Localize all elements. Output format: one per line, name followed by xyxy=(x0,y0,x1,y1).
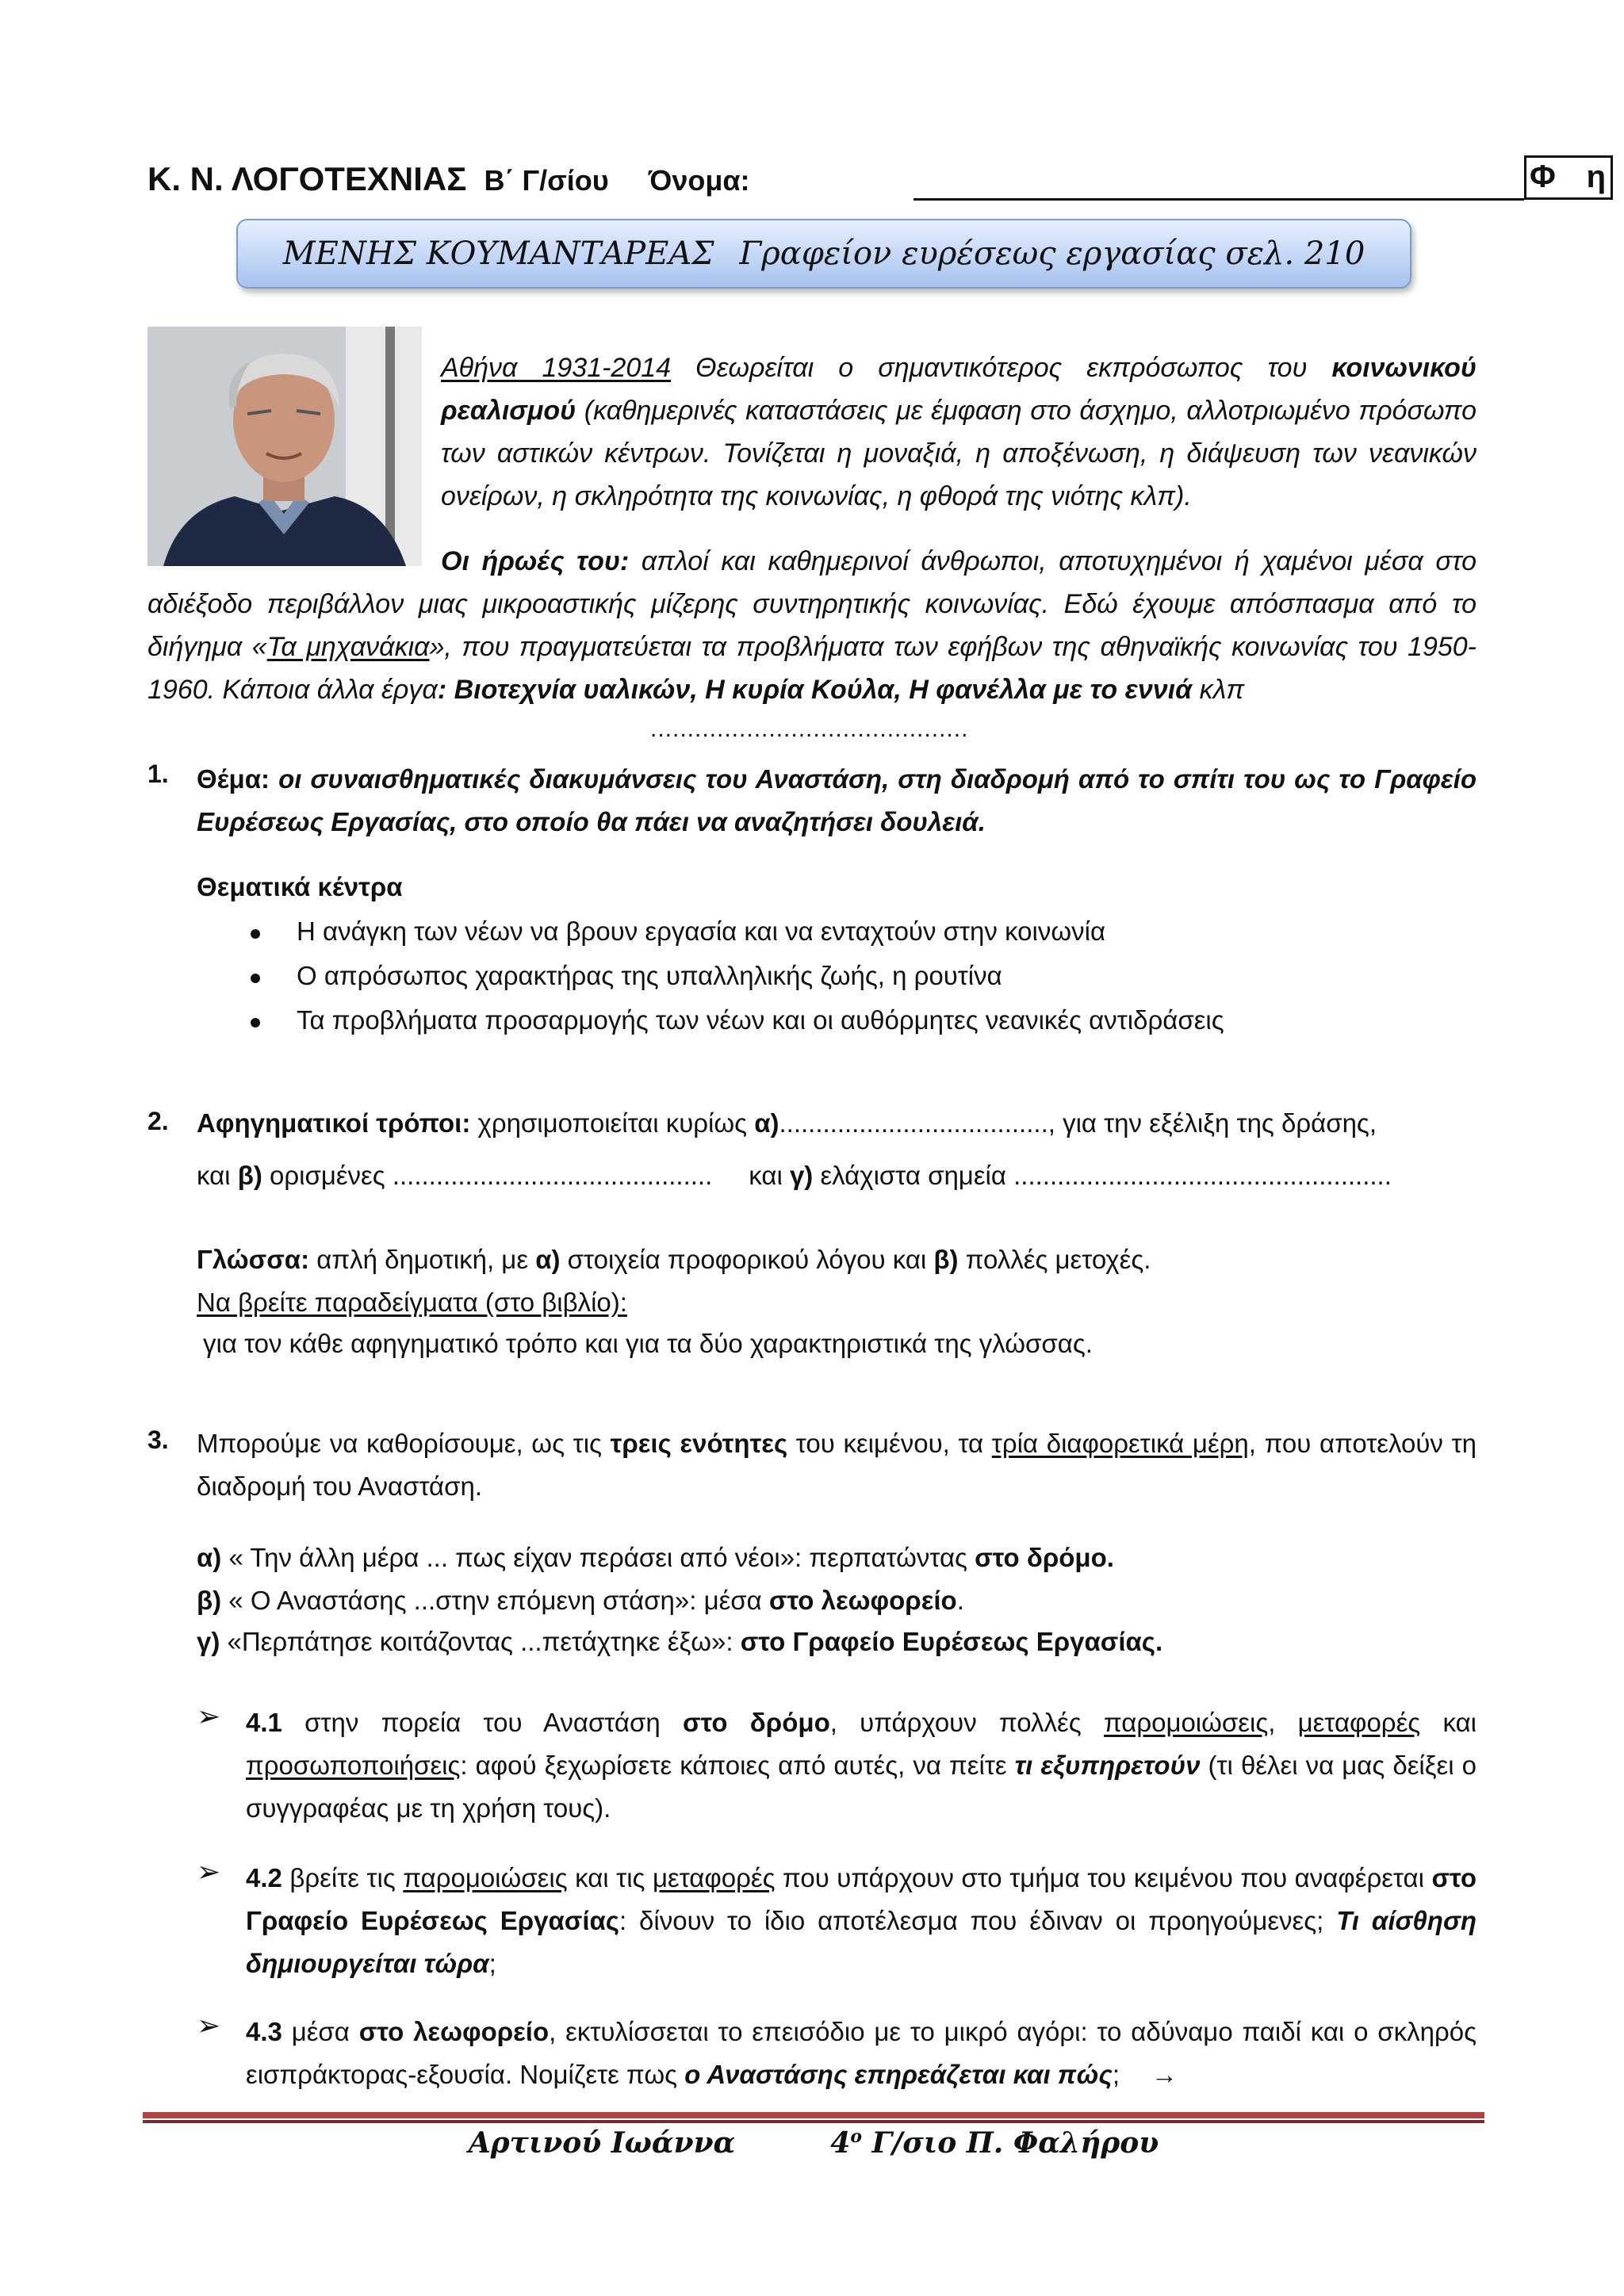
narrative-modes-line-1 xyxy=(197,1102,1477,1145)
question-text: που υπάρχουν στο τμήμα του κειμένου που αναφέρεται xyxy=(775,1863,1432,1892)
answer-c-blank[interactable]: .................................................... xyxy=(1013,1161,1392,1190)
term-similes: παρομοιώσεις xyxy=(403,1863,568,1892)
question-text: ; xyxy=(488,1949,496,1978)
name-input-line[interactable] xyxy=(914,198,1524,201)
question-number: 4.1 xyxy=(246,1708,282,1737)
footer-divider xyxy=(143,2112,1484,2118)
question-text: ; xyxy=(1112,2060,1120,2089)
author-bio xyxy=(441,346,1477,518)
heroes-text-3: κλπ xyxy=(1192,675,1245,705)
bio-social-realism: κοινωνικού ρεαλισμού xyxy=(441,353,1477,426)
question-number: 4.2 xyxy=(246,1863,282,1892)
bio-years: Αθήνα 1931-2014 xyxy=(441,353,672,383)
part-quote: «Περπάτησε κοιτάζοντας ...πετάχτηκε έξω»: xyxy=(220,1627,741,1656)
part-label: γ) xyxy=(197,1627,220,1656)
bullet-icon xyxy=(251,929,260,939)
emphasis: στο λεωφορείο xyxy=(358,2017,550,2046)
bullet-icon xyxy=(251,1018,260,1027)
author-portrait-illustration xyxy=(147,327,422,566)
answer-c-label: γ) xyxy=(789,1161,814,1190)
heroes-text-1: απλοί και καθημερινοί άνθρωποι, αποτυχημένοι ή χαμένοι μέσα στο αδιέξοδο περιβάλλον μιας μικροαστικής μίζερης συντηρητικής κοινωνίας. Εδώ έχουμε απόσπασμα από το διήγημα « xyxy=(147,546,1477,662)
emphasis: στο Γραφείο Ευρέσεως Εργασίας xyxy=(246,1863,1477,1935)
narrative-text: ορισμένες xyxy=(262,1161,393,1190)
school-number: 4 xyxy=(830,2126,851,2160)
language-label: Γλώσσα: xyxy=(197,1245,310,1274)
part-end: . xyxy=(956,1586,964,1615)
course-title: Κ. Ν. ΛΟΓΟΤΕΧΝΙΑΣ xyxy=(147,160,467,197)
header-title xyxy=(147,160,750,198)
question-number: 4.3 xyxy=(246,2017,282,2046)
question-text: βρείτε τις xyxy=(282,1863,404,1892)
question-text: στην πορεία του Αναστάση xyxy=(282,1708,683,1737)
question-text: μέσα xyxy=(282,2017,359,2046)
emphasis: ο Αναστάσης επηρεάζεται και πώς xyxy=(684,2060,1113,2089)
footer xyxy=(147,2126,1480,2160)
narrative-text: και xyxy=(749,1161,790,1190)
next-page-arrow-icon: → xyxy=(1151,2060,1178,2089)
answer-b-label: β) xyxy=(237,1161,262,1190)
part-b xyxy=(197,1579,964,1622)
theme-label: Θέμα: xyxy=(197,764,270,794)
class-label: Β΄ Γ/σίου xyxy=(484,164,609,197)
narrative-text: ελάχιστα σημεία xyxy=(813,1161,1014,1190)
narrative-text: χρησιμοποιείται κυρίως xyxy=(470,1108,755,1138)
part-place: στο δρόμο. xyxy=(975,1543,1114,1572)
part-place: στο Γραφείο Ευρέσεως Εργασίας. xyxy=(740,1627,1163,1656)
initial-right: η xyxy=(1586,159,1606,194)
answer-b-blank[interactable]: ............................................ xyxy=(392,1161,713,1190)
emphasis: τι εξυπηρετούν xyxy=(1014,1751,1201,1780)
three-parts: τρία διαφορετικά μέρη xyxy=(991,1429,1249,1458)
name-label: Όνομα: xyxy=(648,164,750,197)
section-3-intro xyxy=(197,1422,1477,1508)
narrative-modes-label: Αφηγηματικοί τρόποι: xyxy=(197,1108,471,1138)
language-text: απλή δημοτική, με xyxy=(309,1245,536,1274)
section-1-theme xyxy=(197,758,1477,844)
section-1-number: 1. xyxy=(147,760,169,788)
part-a xyxy=(197,1536,1114,1579)
section-3-text: Μπορούμε να καθορίσουμε, ως τις xyxy=(197,1429,611,1458)
emphasis: στο δρόμο xyxy=(682,1708,830,1737)
footer-divider xyxy=(143,2120,1484,2123)
teacher-name: Αρτινού Ιωάννα xyxy=(468,2126,736,2160)
author-name: ΜΕΝΗΣ ΚΟΥΜΑΝΤΑΡΕΑΣ xyxy=(282,235,714,272)
term-similes: παρομοιώσεις xyxy=(1103,1708,1269,1737)
narrative-modes-line-2 xyxy=(197,1154,1477,1197)
school-number-suffix: ο xyxy=(850,2126,862,2147)
heroes-paragraph xyxy=(147,540,1477,711)
heroes-text-2: », που πραγματεύεται τα προβλήματα των εφήβων της αθηναϊκής κοινωνίας του 1950-1960. Κάποια άλλα έργα xyxy=(147,632,1477,705)
question-text: : δίνουν το ίδιο αποτέλεσμα που έδιναν οι προηγούμενες; xyxy=(619,1906,1337,1935)
heroes-label: Οι ήρωές του: xyxy=(441,546,630,576)
term-personifications: προσωποποιήσεις xyxy=(246,1751,461,1780)
work-title: Γραφείον ευρέσεως εργασίας σελ. 210 xyxy=(739,235,1365,272)
student-initials-box xyxy=(1524,155,1613,200)
question-text: , εκτυλίσσεται το επεισόδιο με το μικρό αγόρι: το αδύναμο παιδί και ο σκληρός εισπράκτορας-εξουσία. Νομίζετε πως xyxy=(246,2017,1477,2089)
question-text: , xyxy=(1268,1708,1298,1737)
language-a-label: α) xyxy=(535,1245,561,1274)
find-examples-label: Να βρείτε παραδείγματα (στο βιβλίο): xyxy=(197,1288,627,1317)
section-3-number: 3. xyxy=(147,1425,169,1454)
school-name: Γ/σιο Π. Φαλήρου xyxy=(862,2126,1159,2160)
bio-text-1: Θεωρείται ο σημαντικότερος εκπρόσωπος του xyxy=(671,353,1332,383)
narrative-text: και xyxy=(197,1161,238,1190)
three-units: τρεις ενότητες xyxy=(610,1429,788,1458)
thematic-center-item: Τα προβλήματα προσαρμογής των νέων και οι αυθόρμητες νεανικές αντιδράσεις xyxy=(297,1005,1224,1035)
theme-text: οι συναισθηματικές διακυμάνσεις του Αναστάση, στη διαδρομή από το σπίτι του ως το Γραφείο Ευρέσεως Εργασίας, στο οποίο θα πάει να αναζητήσει δουλειά. xyxy=(197,764,1477,836)
other-works: : Βιοτεχνία υαλικών, Η κυρία Κούλα, Η φανέλλα με το εννιά xyxy=(437,675,1193,705)
question-4-3 xyxy=(246,2011,1477,2096)
bio-text-2: (καθημερινές καταστάσεις με έμφαση στο άσχημο, αλλοτριωμένο πρόσωπο των αστικών κέντρων. Τονίζεται η μοναξιά, η αποξένωση, η διάψευση των νεανικών ονείρων, η σκληρότητα της κοινωνίας, η φθορά της νιότης κλπ). xyxy=(441,396,1477,511)
part-quote: « Ο Αναστάσης ...στην επόμενη στάση»: μέσα xyxy=(221,1586,769,1615)
worksheet-header xyxy=(147,155,1606,206)
part-place: στο λεωφορείο xyxy=(768,1586,957,1615)
term-metaphors: μεταφορές xyxy=(653,1863,776,1892)
language-line xyxy=(197,1238,1151,1281)
question-text: : αφού ξεχωρίσετε κάποιες από αυτές, να πείτε xyxy=(460,1751,1015,1780)
section-3-text: του κειμένου, τα xyxy=(787,1429,992,1458)
story-title: Τα μηχανάκια xyxy=(266,632,430,662)
question-4-2 xyxy=(246,1857,1477,1985)
bullet-icon xyxy=(251,974,260,983)
answer-a-blank[interactable]: ..................................... xyxy=(779,1108,1048,1138)
separator-dots: ........................................... xyxy=(650,716,969,742)
find-examples-text: για τον κάθε αφηγηματικό τρόπο και για τα δύο χαρακτηριστικά της γλώσσας. xyxy=(203,1329,1093,1358)
arrow-bullet-icon: ➢ xyxy=(197,1855,221,1888)
language-text: στοιχεία προφορικού λόγου και xyxy=(560,1245,934,1274)
author-photo xyxy=(147,327,422,566)
question-text: και xyxy=(1420,1708,1477,1737)
section-2-number: 2. xyxy=(147,1107,169,1135)
initial-left: Φ xyxy=(1530,159,1556,194)
part-quote: « Την άλλη μέρα ... πως είχαν περάσει από νέοι»: περπατώντας xyxy=(221,1543,975,1572)
question-text: και τις xyxy=(567,1863,653,1892)
part-c xyxy=(197,1621,1162,1663)
question-text: , υπάρχουν πολλές xyxy=(829,1708,1104,1737)
language-b-label: β) xyxy=(933,1245,959,1274)
part-label: β) xyxy=(197,1586,222,1615)
thematic-center-item: Η ανάγκη των νέων να βρουν εργασία και να ενταχτούν στην κοινωνία xyxy=(297,916,1106,946)
term-metaphors: μεταφορές xyxy=(1297,1708,1421,1737)
question-text: (τι θέλει να μας δείξει ο συγγραφέας με τη χρήση τους). xyxy=(246,1751,1477,1823)
narrative-text: , για την εξέλιξη της δράσης, xyxy=(1048,1108,1377,1138)
title-banner xyxy=(236,219,1411,289)
arrow-bullet-icon: ➢ xyxy=(197,1700,221,1732)
language-text: πολλές μετοχές. xyxy=(958,1245,1151,1274)
section-3-text: , που αποτελούν τη διαδρομή του Αναστάση. xyxy=(197,1429,1477,1501)
emphasis: Τι αίσθηση δημιουργείται τώρα xyxy=(246,1906,1477,1978)
answer-a-label: α) xyxy=(754,1108,779,1138)
part-label: α) xyxy=(197,1543,222,1572)
thematic-center-item: Ο απρόσωπος χαρακτήρας της υπαλληλικής ζωής, η ρουτίνα xyxy=(297,961,1002,990)
arrow-bullet-icon: ➢ xyxy=(197,2009,221,2042)
find-examples-heading xyxy=(197,1281,627,1324)
question-4-1 xyxy=(246,1701,1477,1830)
thematic-centers-title: Θεματικά κέντρα xyxy=(197,872,403,901)
